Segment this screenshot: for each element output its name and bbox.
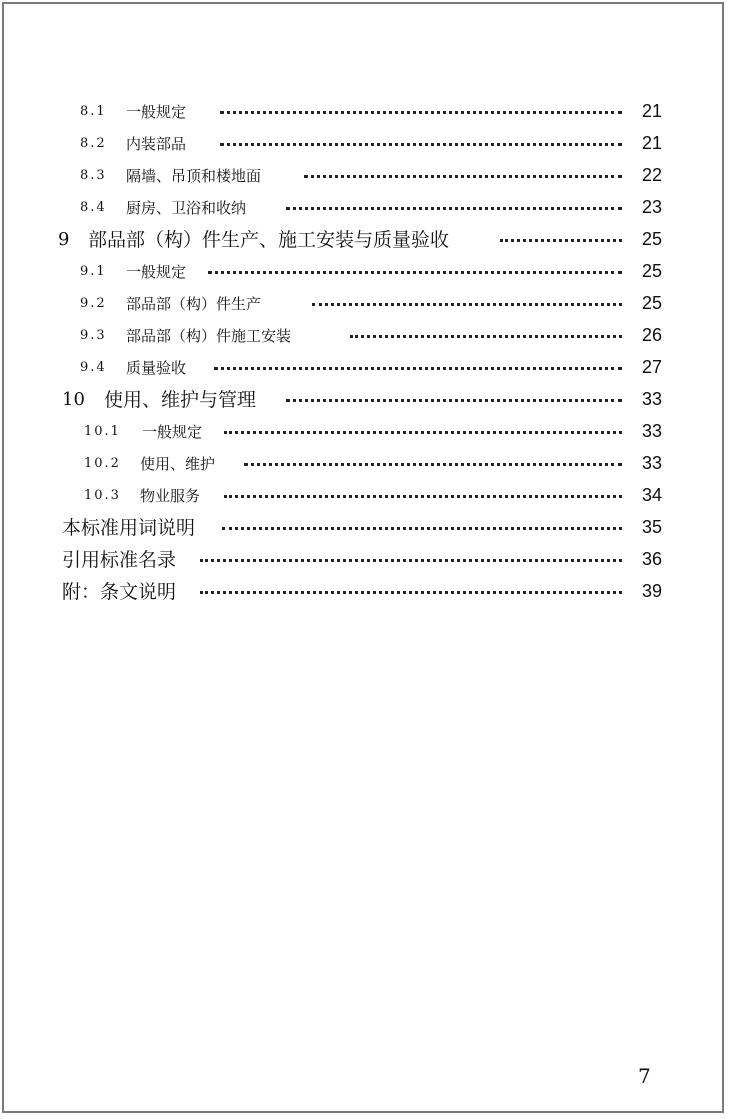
toc-entry-number: 10.2 (84, 456, 121, 471)
toc-entry-page: 21 (641, 101, 662, 121)
toc-entry-title: 本标准用词说明 (62, 517, 196, 539)
toc-entry-page: 26 (641, 325, 662, 345)
toc-leader-dots (200, 559, 622, 562)
toc-entry-number: 9 (58, 229, 70, 250)
toc-entry-page: 33 (641, 389, 662, 409)
toc-entry-10[interactable] (0, 384, 730, 416)
toc-leader-dots (220, 143, 622, 146)
toc-entry-10-1[interactable] (0, 416, 730, 448)
toc-entry-title: 部品部（构）件生产 (126, 295, 262, 313)
toc-entry-number: 10.1 (84, 424, 121, 439)
toc-entry-referenced-standards[interactable] (0, 544, 730, 576)
toc-leader-dots (220, 111, 622, 114)
toc-entry-page: 33 (641, 421, 662, 441)
toc-entry-page: 25 (641, 261, 662, 281)
toc-leader-dots (286, 399, 622, 402)
toc-entry-8-2[interactable] (0, 128, 730, 160)
toc-entry-title: 部品部（构）件生产、施工安装与质量验收 (88, 229, 450, 251)
toc-entry-9-3[interactable] (0, 320, 730, 352)
toc-entry-title: 厨房、卫浴和收纳 (126, 199, 247, 217)
toc-entry-number: 8.4 (80, 200, 107, 215)
toc-entry-title: 使用、维护与管理 (104, 389, 257, 411)
toc-leader-dots (200, 591, 622, 594)
toc-leader-dots (214, 367, 622, 370)
toc-entry-number: 10 (62, 389, 85, 410)
toc-entry-title: 一般规定 (142, 423, 203, 441)
toc-entry-9-4[interactable] (0, 352, 730, 384)
toc-leader-dots (244, 463, 622, 466)
toc-entry-page: 27 (641, 357, 662, 377)
toc-entry-number: 9.4 (80, 360, 107, 375)
toc-entry-page: 33 (641, 453, 662, 473)
toc-leader-dots (224, 495, 622, 498)
toc-entry-page: 36 (641, 549, 662, 569)
toc-entry-title: 内装部品 (126, 135, 187, 153)
toc-leader-dots (350, 335, 622, 338)
toc-entry-page: 21 (641, 133, 662, 153)
toc-leader-dots (222, 527, 622, 530)
toc-entry-page: 39 (641, 581, 662, 601)
toc-entry-9-1[interactable] (0, 256, 730, 288)
toc-entry-number: 9.3 (80, 328, 107, 343)
toc-entry-page: 25 (641, 293, 662, 313)
toc-entry-title: 部品部（构）件施工安装 (126, 327, 292, 345)
toc-leader-dots (500, 239, 622, 242)
toc-entry-number: 8.3 (80, 168, 107, 183)
toc-entry-page: 22 (641, 165, 662, 185)
toc-entry-8-1[interactable] (0, 96, 730, 128)
toc-entry-title: 引用标准名录 (62, 549, 177, 571)
toc-entry-page: 34 (641, 485, 662, 505)
toc-leader-dots (312, 303, 622, 306)
toc-entry-number: 9.2 (80, 296, 107, 311)
toc-entry-page: 25 (641, 229, 662, 249)
toc-entry-title: 一般规定 (126, 263, 187, 281)
page-number: 7 (638, 1064, 651, 1088)
toc-entry-wording-explanation[interactable] (0, 512, 730, 544)
toc-entry-9-2[interactable] (0, 288, 730, 320)
toc-entry-page: 35 (641, 517, 662, 537)
toc-entry-page: 23 (641, 197, 662, 217)
toc-entry-10-2[interactable] (0, 448, 730, 480)
toc-leader-dots (304, 175, 622, 178)
toc-leader-dots (224, 431, 622, 434)
toc-entry-8-4[interactable] (0, 192, 730, 224)
toc-entry-8-3[interactable] (0, 160, 730, 192)
toc-entry-number: 10.3 (84, 488, 121, 503)
toc-entry-title: 隔墙、吊顶和楼地面 (126, 167, 262, 185)
toc-entry-number: 8.1 (80, 104, 107, 119)
toc-entry-title: 物业服务 (140, 487, 201, 505)
toc-leader-dots (286, 207, 622, 210)
toc-entry-title: 一般规定 (126, 103, 187, 121)
toc-entry-9[interactable] (0, 224, 730, 256)
toc-entry-clause-explanation[interactable] (0, 576, 730, 608)
toc-entry-title: 质量验收 (126, 359, 187, 377)
toc-entry-number: 8.2 (80, 136, 107, 151)
toc-entry-title: 使用、维护 (140, 455, 216, 473)
toc-entry-title: 附：条文说明 (62, 581, 177, 603)
toc-entry-10-3[interactable] (0, 480, 730, 512)
toc-entry-number: 9.1 (80, 264, 107, 279)
toc-leader-dots (208, 271, 622, 274)
